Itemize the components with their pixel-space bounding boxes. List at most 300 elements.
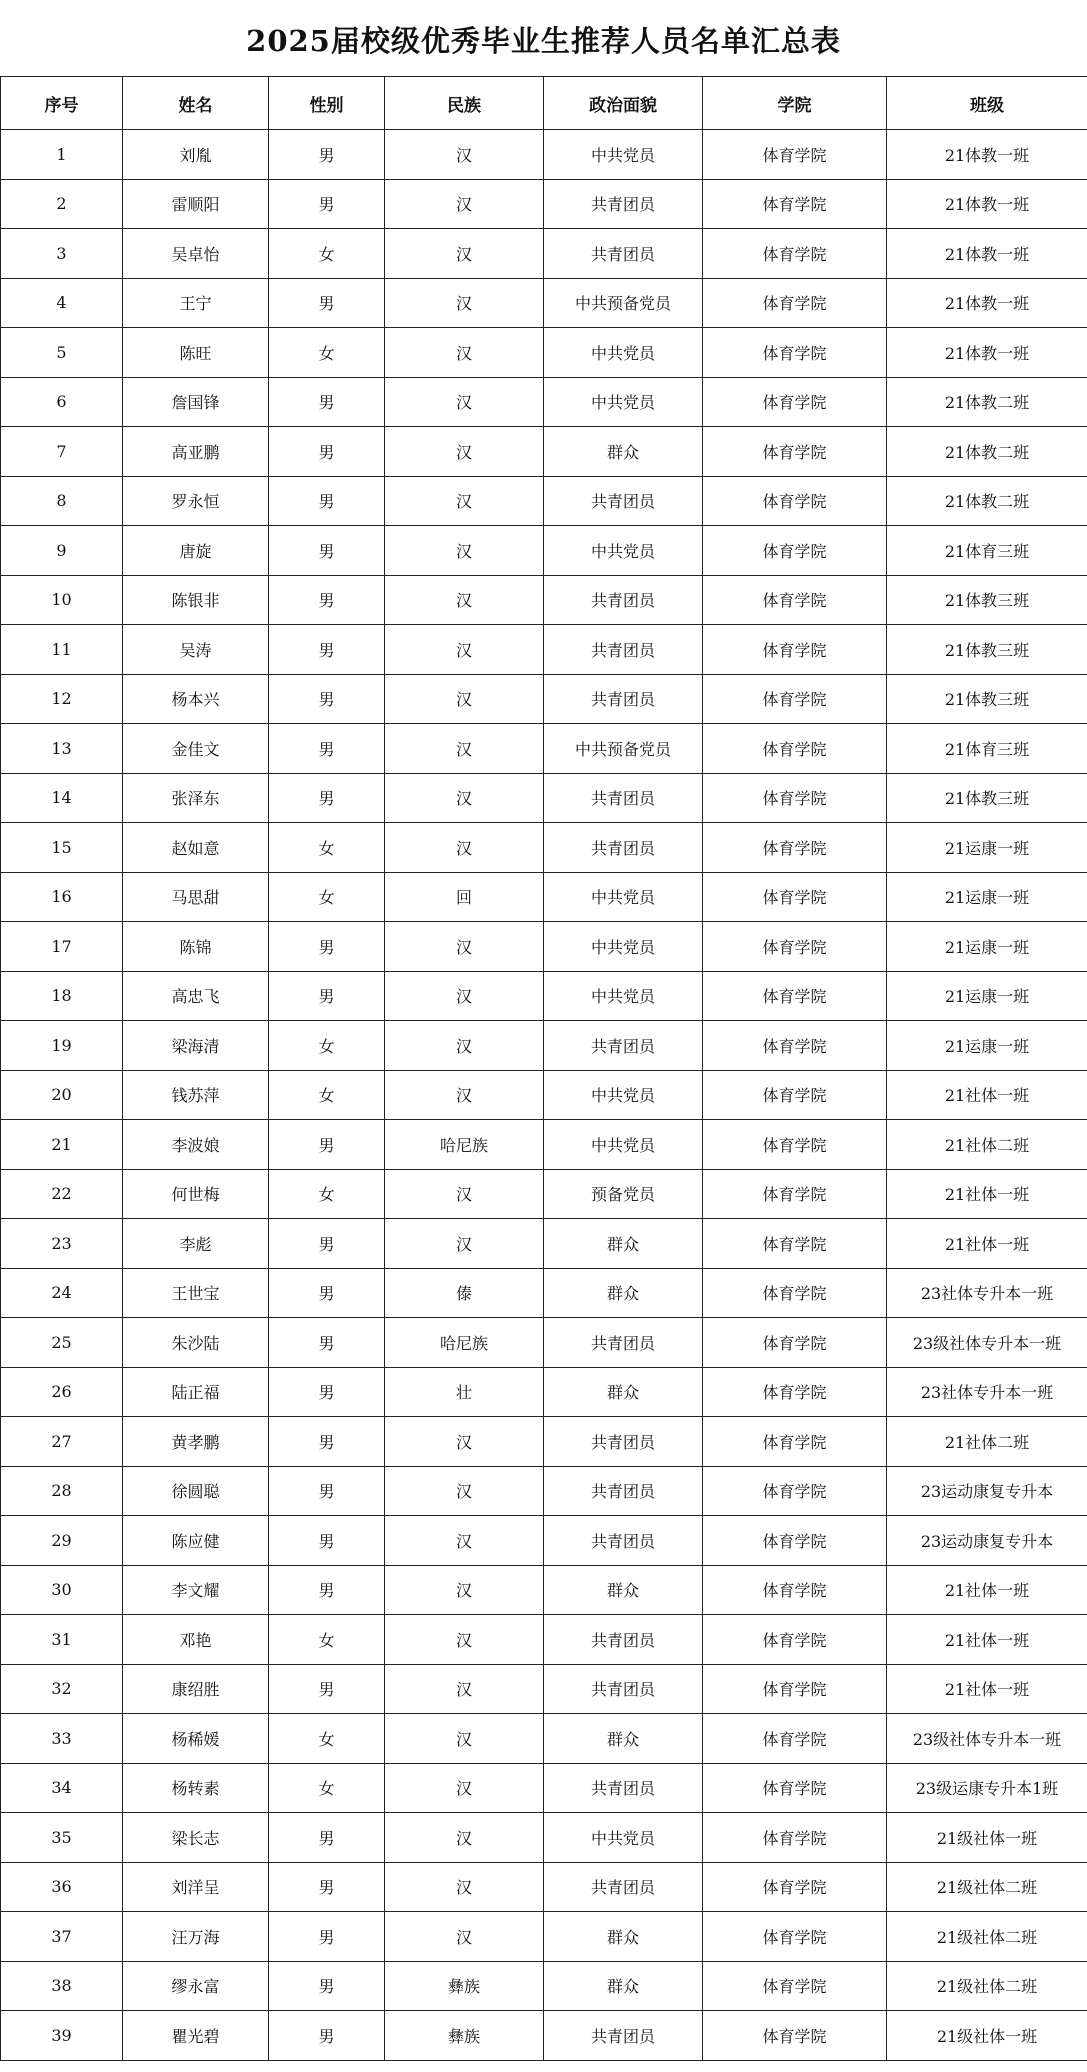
cell-gender: 男 [269,1565,385,1615]
cell-gender: 男 [269,427,385,477]
cell-ethnicity: 汉 [385,1516,544,1566]
cell-college: 体育学院 [703,773,887,823]
cell-ethnicity: 汉 [385,130,544,180]
cell-ethnicity: 汉 [385,773,544,823]
table-row [1,476,1087,526]
cell-number: 5 [1,328,123,378]
cell-college: 体育学院 [703,872,887,922]
header-row [1,77,1087,130]
cell-class: 23级社体专升本一班 [887,1714,1087,1764]
table-row [1,1664,1087,1714]
cell-ethnicity: 回 [385,872,544,922]
table-row [1,575,1087,625]
cell-ethnicity: 哈尼族 [385,1318,544,1368]
table-row [1,823,1087,873]
cell-class: 21社体一班 [887,1664,1087,1714]
cell-college: 体育学院 [703,971,887,1021]
cell-ethnicity: 汉 [385,1813,544,1863]
cell-gender: 女 [269,1021,385,1071]
cell-class: 21社体一班 [887,1219,1087,1269]
cell-class: 23级运康专升本1班 [887,1763,1087,1813]
cell-college: 体育学院 [703,278,887,328]
cell-political-status: 共青团员 [544,1516,703,1566]
cell-gender: 男 [269,1466,385,1516]
cell-political-status: 共青团员 [544,1021,703,1071]
cell-name: 刘胤 [123,130,269,180]
cell-name: 梁海清 [123,1021,269,1071]
cell-name: 邓艳 [123,1615,269,1665]
cell-name: 陆正福 [123,1367,269,1417]
column-header-number: 序号 [1,77,123,130]
table-row [1,1813,1087,1863]
cell-name: 王宁 [123,278,269,328]
cell-number: 2 [1,179,123,229]
cell-college: 体育学院 [703,476,887,526]
cell-college: 体育学院 [703,1615,887,1665]
table-row [1,130,1087,180]
cell-political-status: 共青团员 [544,625,703,675]
cell-number: 22 [1,1169,123,1219]
table-row [1,1763,1087,1813]
cell-political-status: 共青团员 [544,1417,703,1467]
cell-class: 21体教三班 [887,625,1087,675]
cell-gender: 男 [269,575,385,625]
cell-gender: 男 [269,377,385,427]
cell-political-status: 共青团员 [544,575,703,625]
cell-name: 黄孝鹏 [123,1417,269,1467]
cell-number: 10 [1,575,123,625]
cell-college: 体育学院 [703,1169,887,1219]
cell-political-status: 共青团员 [544,476,703,526]
cell-college: 体育学院 [703,328,887,378]
cell-college: 体育学院 [703,1120,887,1170]
cell-gender: 男 [269,1268,385,1318]
table-row [1,773,1087,823]
cell-gender: 男 [269,1367,385,1417]
cell-college: 体育学院 [703,526,887,576]
cell-ethnicity: 汉 [385,229,544,279]
cell-number: 4 [1,278,123,328]
cell-gender: 女 [269,823,385,873]
cell-class: 23社体专升本一班 [887,1367,1087,1417]
cell-gender: 女 [269,1763,385,1813]
cell-number: 3 [1,229,123,279]
cell-ethnicity: 汉 [385,179,544,229]
cell-ethnicity: 汉 [385,1169,544,1219]
cell-ethnicity: 汉 [385,1714,544,1764]
cell-ethnicity: 汉 [385,427,544,477]
cell-name: 刘洋呈 [123,1862,269,1912]
cell-class: 21社体二班 [887,1120,1087,1170]
column-header-political-status: 政治面貌 [544,77,703,130]
cell-number: 17 [1,922,123,972]
cell-class: 21社体二班 [887,1417,1087,1467]
roster-table [0,76,1087,2061]
cell-name: 朱沙陆 [123,1318,269,1368]
cell-gender: 男 [269,130,385,180]
cell-ethnicity: 汉 [385,1466,544,1516]
cell-class: 21体教二班 [887,377,1087,427]
cell-college: 体育学院 [703,823,887,873]
cell-ethnicity: 汉 [385,1219,544,1269]
table-row [1,278,1087,328]
cell-name: 张泽东 [123,773,269,823]
cell-gender: 男 [269,625,385,675]
cell-name: 汪万海 [123,1912,269,1962]
document-title: 2025届校级优秀毕业生推荐人员名单汇总表 [246,24,841,58]
cell-number: 29 [1,1516,123,1566]
cell-political-status: 共青团员 [544,1664,703,1714]
cell-political-status: 共青团员 [544,1466,703,1516]
cell-gender: 男 [269,1862,385,1912]
cell-gender: 男 [269,526,385,576]
cell-class: 21级社体二班 [887,1961,1087,2011]
cell-political-status: 共青团员 [544,1615,703,1665]
cell-ethnicity: 哈尼族 [385,1120,544,1170]
cell-gender: 男 [269,1417,385,1467]
cell-college: 体育学院 [703,1714,887,1764]
cell-ethnicity: 傣 [385,1268,544,1318]
cell-gender: 女 [269,328,385,378]
cell-class: 23级社体专升本一班 [887,1318,1087,1368]
table-row [1,625,1087,675]
cell-political-status: 群众 [544,1912,703,1962]
cell-name: 高忠飞 [123,971,269,1021]
cell-political-status: 共青团员 [544,1862,703,1912]
cell-class: 21级社体一班 [887,1813,1087,1863]
cell-political-status: 中共预备党员 [544,278,703,328]
cell-gender: 男 [269,1961,385,2011]
cell-class: 21级社体二班 [887,1912,1087,1962]
cell-name: 陈银非 [123,575,269,625]
cell-college: 体育学院 [703,1565,887,1615]
table-row [1,1318,1087,1368]
cell-name: 李波娘 [123,1120,269,1170]
cell-gender: 男 [269,1813,385,1863]
cell-number: 26 [1,1367,123,1417]
cell-college: 体育学院 [703,1417,887,1467]
cell-class: 21体教三班 [887,575,1087,625]
cell-class: 21级社体二班 [887,1862,1087,1912]
cell-class: 23运动康复专升本 [887,1516,1087,1566]
cell-ethnicity: 汉 [385,823,544,873]
cell-number: 9 [1,526,123,576]
table-row [1,872,1087,922]
table-row [1,1961,1087,2011]
cell-gender: 男 [269,1120,385,1170]
cell-political-status: 中共党员 [544,377,703,427]
cell-college: 体育学院 [703,1763,887,1813]
table-row [1,971,1087,1021]
cell-college: 体育学院 [703,674,887,724]
cell-gender: 男 [269,1219,385,1269]
cell-ethnicity: 汉 [385,1862,544,1912]
cell-name: 李文耀 [123,1565,269,1615]
cell-gender: 男 [269,773,385,823]
table-row [1,1912,1087,1962]
cell-political-status: 中共预备党员 [544,724,703,774]
table-row [1,674,1087,724]
cell-political-status: 中共党员 [544,1070,703,1120]
cell-number: 15 [1,823,123,873]
table-row [1,1268,1087,1318]
column-header-class: 班级 [887,77,1087,130]
cell-ethnicity: 汉 [385,1912,544,1962]
table-row [1,1169,1087,1219]
cell-class: 21体教一班 [887,130,1087,180]
cell-number: 39 [1,2011,123,2061]
cell-political-status: 共青团员 [544,1318,703,1368]
cell-political-status: 共青团员 [544,773,703,823]
cell-ethnicity: 汉 [385,1615,544,1665]
cell-political-status: 中共党员 [544,130,703,180]
cell-college: 体育学院 [703,1318,887,1368]
cell-number: 24 [1,1268,123,1318]
cell-number: 28 [1,1466,123,1516]
cell-college: 体育学院 [703,1912,887,1962]
cell-number: 33 [1,1714,123,1764]
cell-college: 体育学院 [703,724,887,774]
cell-ethnicity: 彝族 [385,2011,544,2061]
table-row [1,724,1087,774]
column-header-ethnicity: 民族 [385,77,544,130]
cell-name: 唐旋 [123,526,269,576]
cell-number: 31 [1,1615,123,1665]
cell-political-status: 中共党员 [544,328,703,378]
cell-college: 体育学院 [703,179,887,229]
cell-name: 吴卓怡 [123,229,269,279]
cell-class: 21体育三班 [887,526,1087,576]
cell-political-status: 中共党员 [544,971,703,1021]
cell-gender: 男 [269,1318,385,1368]
cell-name: 陈应健 [123,1516,269,1566]
table-row [1,1021,1087,1071]
cell-ethnicity: 汉 [385,922,544,972]
cell-political-status: 预备党员 [544,1169,703,1219]
cell-college: 体育学院 [703,2011,887,2061]
column-header-college: 学院 [703,77,887,130]
cell-name: 金佳文 [123,724,269,774]
table-row [1,1714,1087,1764]
cell-name: 陈锦 [123,922,269,972]
cell-number: 6 [1,377,123,427]
cell-gender: 女 [269,872,385,922]
cell-name: 缪永富 [123,1961,269,2011]
table-row [1,1516,1087,1566]
table-row [1,427,1087,477]
cell-college: 体育学院 [703,1466,887,1516]
cell-ethnicity: 汉 [385,625,544,675]
cell-number: 7 [1,427,123,477]
table-row [1,1615,1087,1665]
cell-number: 18 [1,971,123,1021]
cell-number: 35 [1,1813,123,1863]
cell-political-status: 群众 [544,1565,703,1615]
cell-name: 康绍胜 [123,1664,269,1714]
cell-college: 体育学院 [703,427,887,477]
cell-class: 21体教二班 [887,476,1087,526]
cell-college: 体育学院 [703,575,887,625]
cell-college: 体育学院 [703,1862,887,1912]
table-row [1,1070,1087,1120]
column-header-name: 姓名 [123,77,269,130]
cell-name: 杨转素 [123,1763,269,1813]
cell-name: 钱苏萍 [123,1070,269,1120]
cell-college: 体育学院 [703,625,887,675]
table-row [1,1862,1087,1912]
cell-class: 23运动康复专升本 [887,1466,1087,1516]
cell-number: 16 [1,872,123,922]
cell-class: 21社体一班 [887,1565,1087,1615]
cell-class: 21运康一班 [887,823,1087,873]
table-row [1,1417,1087,1467]
cell-number: 30 [1,1565,123,1615]
cell-ethnicity: 汉 [385,1417,544,1467]
cell-name: 罗永恒 [123,476,269,526]
cell-number: 8 [1,476,123,526]
cell-ethnicity: 壮 [385,1367,544,1417]
cell-political-status: 群众 [544,1219,703,1269]
cell-gender: 女 [269,1169,385,1219]
cell-class: 21体育三班 [887,724,1087,774]
cell-college: 体育学院 [703,1268,887,1318]
cell-number: 13 [1,724,123,774]
cell-name: 王世宝 [123,1268,269,1318]
cell-ethnicity: 汉 [385,674,544,724]
cell-class: 21体教一班 [887,278,1087,328]
cell-ethnicity: 汉 [385,1021,544,1071]
cell-gender: 男 [269,1516,385,1566]
cell-name: 瞿光碧 [123,2011,269,2061]
cell-gender: 女 [269,1615,385,1665]
cell-number: 27 [1,1417,123,1467]
cell-name: 吴涛 [123,625,269,675]
cell-college: 体育学院 [703,1664,887,1714]
cell-political-status: 共青团员 [544,229,703,279]
table-row [1,1219,1087,1269]
cell-gender: 男 [269,922,385,972]
cell-name: 杨本兴 [123,674,269,724]
table-row [1,526,1087,576]
cell-class: 21体教一班 [887,179,1087,229]
cell-class: 23社体专升本一班 [887,1268,1087,1318]
cell-political-status: 共青团员 [544,179,703,229]
cell-college: 体育学院 [703,1516,887,1566]
cell-class: 21运康一班 [887,1021,1087,1071]
cell-gender: 男 [269,179,385,229]
table-row [1,1367,1087,1417]
cell-gender: 女 [269,1070,385,1120]
cell-class: 21体教三班 [887,674,1087,724]
cell-gender: 男 [269,674,385,724]
cell-political-status: 群众 [544,1268,703,1318]
roster-body [1,130,1087,2061]
cell-number: 38 [1,1961,123,2011]
cell-college: 体育学院 [703,1367,887,1417]
cell-gender: 男 [269,724,385,774]
cell-number: 19 [1,1021,123,1071]
cell-ethnicity: 汉 [385,278,544,328]
cell-college: 体育学院 [703,1070,887,1120]
cell-class: 21运康一班 [887,922,1087,972]
cell-name: 何世梅 [123,1169,269,1219]
cell-gender: 男 [269,1664,385,1714]
table-row [1,179,1087,229]
cell-ethnicity: 汉 [385,328,544,378]
cell-gender: 女 [269,229,385,279]
cell-college: 体育学院 [703,1219,887,1269]
table-row [1,2011,1087,2061]
cell-ethnicity: 汉 [385,1070,544,1120]
cell-number: 37 [1,1912,123,1962]
cell-political-status: 共青团员 [544,1763,703,1813]
cell-ethnicity: 汉 [385,971,544,1021]
table-row [1,1120,1087,1170]
cell-political-status: 共青团员 [544,823,703,873]
table-row [1,922,1087,972]
cell-class: 21级社体一班 [887,2011,1087,2061]
cell-ethnicity: 汉 [385,377,544,427]
cell-ethnicity: 汉 [385,575,544,625]
cell-political-status: 中共党员 [544,1120,703,1170]
table-row [1,229,1087,279]
cell-gender: 男 [269,278,385,328]
cell-number: 34 [1,1763,123,1813]
cell-class: 21社体一班 [887,1615,1087,1665]
cell-class: 21社体一班 [887,1169,1087,1219]
cell-name: 赵如意 [123,823,269,873]
cell-ethnicity: 汉 [385,476,544,526]
cell-political-status: 群众 [544,427,703,477]
cell-number: 36 [1,1862,123,1912]
cell-name: 马思甜 [123,872,269,922]
cell-name: 李彪 [123,1219,269,1269]
cell-political-status: 中共党员 [544,922,703,972]
cell-class: 21体教一班 [887,328,1087,378]
cell-ethnicity: 汉 [385,724,544,774]
cell-number: 20 [1,1070,123,1120]
cell-political-status: 群众 [544,1367,703,1417]
cell-name: 徐圆聪 [123,1466,269,1516]
cell-gender: 男 [269,476,385,526]
cell-number: 12 [1,674,123,724]
cell-class: 21运康一班 [887,872,1087,922]
cell-ethnicity: 彝族 [385,1961,544,2011]
cell-class: 21体教一班 [887,229,1087,279]
cell-political-status: 共青团员 [544,674,703,724]
column-header-gender: 性别 [269,77,385,130]
cell-ethnicity: 汉 [385,1664,544,1714]
cell-political-status: 中共党员 [544,1813,703,1863]
cell-number: 14 [1,773,123,823]
cell-number: 1 [1,130,123,180]
cell-number: 32 [1,1664,123,1714]
cell-ethnicity: 汉 [385,1763,544,1813]
cell-number: 23 [1,1219,123,1269]
cell-class: 21社体一班 [887,1070,1087,1120]
cell-class: 21体教三班 [887,773,1087,823]
cell-name: 杨稀媛 [123,1714,269,1764]
cell-name: 高亚鹏 [123,427,269,477]
cell-political-status: 群众 [544,1961,703,2011]
cell-college: 体育学院 [703,1021,887,1071]
cell-number: 25 [1,1318,123,1368]
table-row [1,328,1087,378]
cell-number: 21 [1,1120,123,1170]
table-row [1,377,1087,427]
cell-political-status: 中共党员 [544,526,703,576]
cell-number: 11 [1,625,123,675]
